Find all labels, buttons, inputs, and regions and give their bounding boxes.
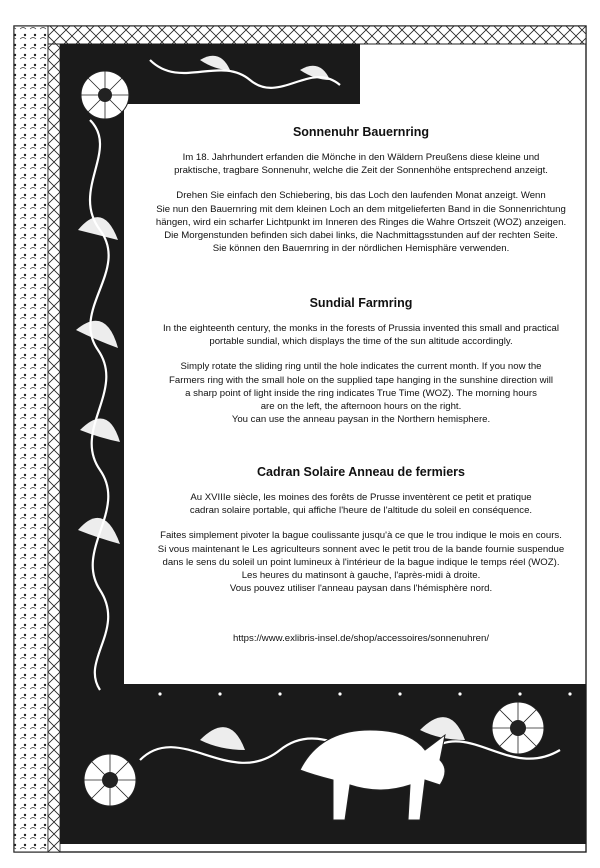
paragraph-intro [130, 151, 592, 177]
section-french [130, 465, 592, 607]
text-line: are on the left, the afternoon hours on the right. [260, 401, 462, 413]
text-line: You can use the anneau paysan in the Northern hemisphere. [231, 414, 491, 426]
text-line: Farmers ring with the small hole on the supplied tape hanging in the sunshine direction will [169, 374, 553, 386]
text-line: Vous pouvez utiliser l'anneau paysan dans l'hémisphère nord. [229, 583, 493, 595]
text-line: praktische, tragbare Sonnenuhr, welche die Zeit der Sonnenhöhe entsprechend anzeigt. [174, 165, 548, 177]
text-line: Si vous maintenant le Les agriculteurs sonnent avec le petit trou de la bande fournie suspendue [157, 543, 565, 555]
paragraph-instructions [130, 529, 592, 595]
text-line: Drehen Sie einfach den Schiebering, bis das Loch den laufenden Monat anzeigt. Wenn [176, 190, 546, 202]
text-line: Simply rotate the sliding ring until the hole indicates the current month. If you now the [180, 361, 542, 373]
text-line: hängen, wird ein scharfer Lichtpunkt im Inneren des Ringes die Wahre Ortszeit (WOZ) anzeigen. [155, 216, 567, 228]
text-line: Die Morgenstunden befinden sich dabei links, die Nachmittagsstunden auf der rechten Seite. [164, 230, 558, 242]
paragraph-intro [130, 491, 592, 517]
section-german [130, 125, 592, 267]
section-english [130, 296, 592, 438]
text-line: cadran solaire portable, qui affiche l'heure de l'altitude du soleil en conséquence. [189, 505, 533, 517]
text-line: Au XVIIIe siècle, les moines des forêts de Prusse inventèrent ce petit et pratique [190, 492, 532, 503]
section-title: Cadran Solaire Anneau de fermiers [257, 465, 465, 479]
text-line: Faites simplement pivoter la bague coulissante jusqu'à ce que le trou indique le mois en cours. [160, 530, 562, 542]
text-line: dans le sens du soleil un point lumineux à l'intérieur de la bague indique le temps réel (WOZ). [162, 556, 560, 568]
text-line: Les heures du matinsont à gauche, l'après-midi à droite. [241, 570, 481, 582]
paragraph-instructions [130, 360, 592, 426]
paragraph-instructions [130, 189, 592, 255]
paragraph-intro [130, 322, 592, 348]
section-title: Sundial Farmring [309, 296, 413, 310]
shop-url: https://www.exlibris-insel.de/shop/accessoires/sonnenuhren/ [233, 633, 489, 644]
text-line: In the eighteenth century, the monks in the forests of Prussia invented this small and practical [162, 323, 560, 334]
section-title: Sonnenuhr Bauernring [292, 125, 430, 139]
text-line: Im 18. Jahrhundert erfanden die Mönche in den Wäldern Preußens diese kleine und [182, 152, 540, 163]
text-line: Sie nun den Bauernring mit dem kleinen Loch an dem mitgelieferten Band in die Sonnenrichtung [156, 203, 566, 215]
text-line: a sharp point of light inside the ring indicates True Time (WOZ). The morning hours [185, 387, 537, 399]
text-line: Sie können den Bauernring in der nördlichen Hemisphäre verwenden. [212, 243, 510, 255]
text-line: portable sundial, which displays the time of the sun altitude accordingly. [209, 336, 513, 348]
